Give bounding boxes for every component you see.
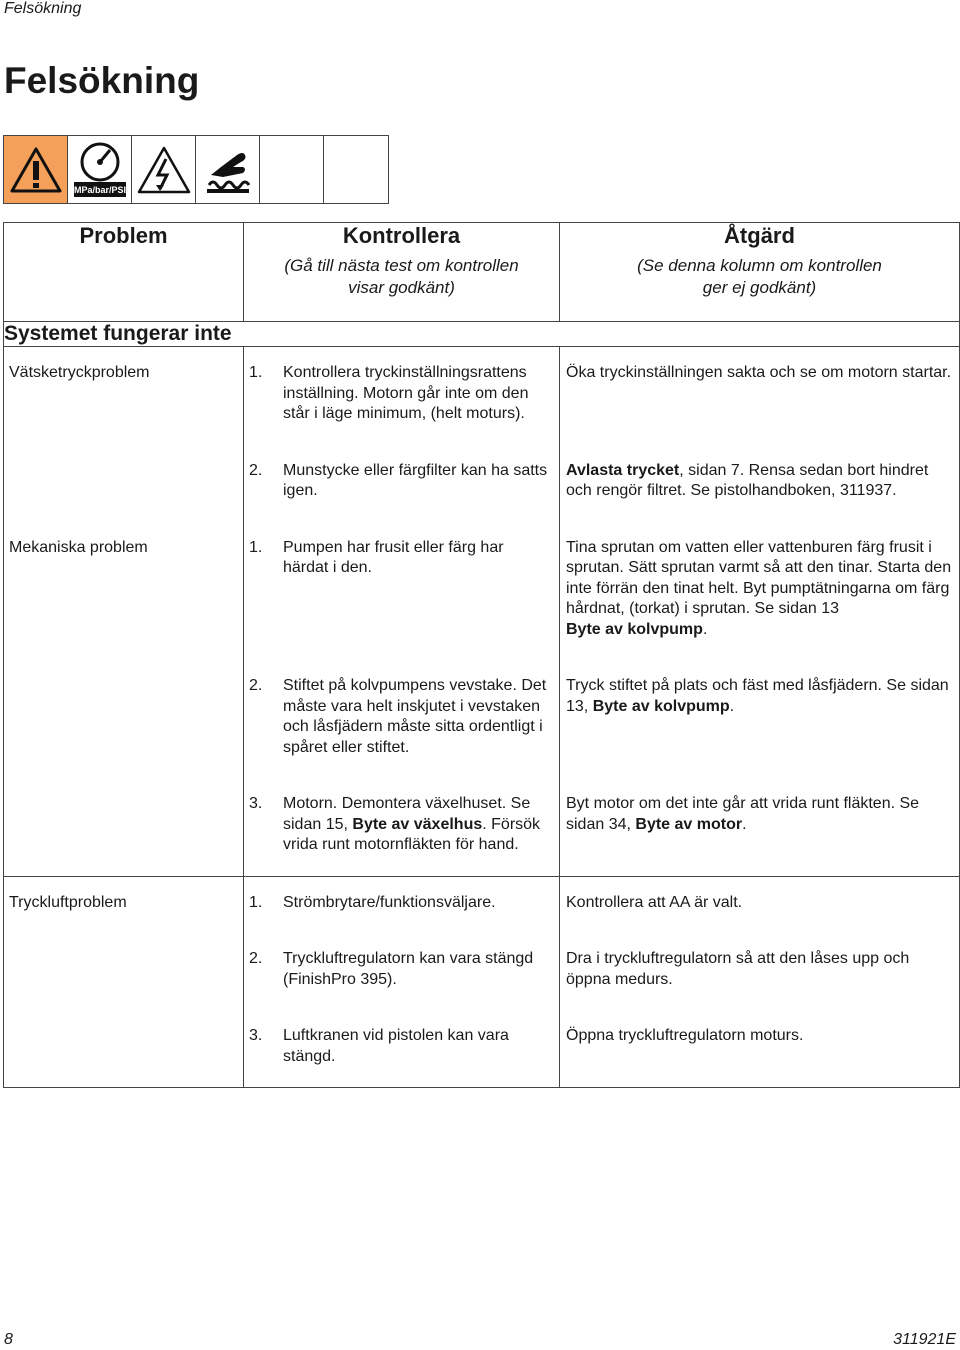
table-row	[4, 876, 960, 933]
problem-cell	[4, 660, 244, 778]
table-row	[4, 347, 960, 445]
check-header: Kontrollera (Gå till nästa test om kontrollen visar godkänt)	[244, 223, 560, 322]
running-header: Felsökning	[4, 0, 82, 17]
check-cell: 1. Kontrollera tryckinställningsrattens inställning. Motorn går inte om den står i läge minimum, (helt moturs).	[244, 347, 560, 445]
hazard-icon-strip	[3, 135, 389, 204]
problem-cell	[4, 445, 244, 522]
action-cell: Tryck stiftet på plats och fäst med låsfjädern. Se sidan 13, Byte av kolvpump.	[560, 660, 960, 778]
blank-icon	[260, 136, 324, 203]
table-row	[4, 1010, 960, 1088]
action-cell: Kontrollera att AA är valt.	[560, 876, 960, 933]
table-row	[4, 445, 960, 522]
pressure-units-label: MPa/bar/PSI	[73, 184, 126, 195]
problem-cell	[4, 778, 244, 876]
hot-surface-icon	[196, 136, 260, 203]
problem-cell: Tryckluftproblem	[4, 876, 244, 933]
section-row	[4, 322, 960, 347]
electric-shock-icon	[132, 136, 196, 203]
problem-cell: Vätsketryckproblem	[4, 347, 244, 445]
action-cell: Öka tryckinställningen sakta och se om motorn startar.	[560, 347, 960, 445]
pressure-gauge-icon	[68, 136, 132, 203]
warning-icon	[4, 136, 68, 203]
blank-icon	[324, 136, 388, 203]
check-cell: 1. Pumpen har frusit eller färg har härdat i den.	[244, 522, 560, 661]
action-cell: Tina sprutan om vatten eller vattenburen färg frusit i sprutan. Sätt sprutan varmt så att den tinar. Starta den inte förrän den tinat helt. Byt pumptätningarna om färg hårdnat, (torkat) i sprutan. Se sidan 13 Byte av kolvpump.	[560, 522, 960, 661]
table-header-row	[4, 223, 960, 322]
action-header: Åtgärd (Se denna kolumn om kontrollen ger ej godkänt)	[560, 223, 960, 322]
table-row	[4, 933, 960, 1010]
problem-cell	[4, 933, 244, 1010]
problem-cell: Mekaniska problem	[4, 522, 244, 661]
problem-cell	[4, 1010, 244, 1088]
action-cell: Öppna tryckluftregulatorn moturs.	[560, 1010, 960, 1088]
check-cell: 2. Tryckluftregulatorn kan vara stängd (FinishPro 395).	[244, 933, 560, 1010]
action-cell: Dra i tryckluftregulatorn så att den låses upp och öppna medurs.	[560, 933, 960, 1010]
page-number: 8	[4, 1331, 13, 1348]
check-cell: 3. Motorn. Demontera växelhuset. Se sidan 15, Byte av växelhus. Försök vrida runt motornfläkten för hand.	[244, 778, 560, 876]
check-cell: 2. Stiftet på kolvpumpens vevstake. Det måste vara helt inskjutet i vevstaken och låsfjädern måste sitta ordentligt i spåret eller stiftet.	[244, 660, 560, 778]
document-number: 311921E	[893, 1331, 956, 1348]
table-row	[4, 778, 960, 876]
table-row	[4, 522, 960, 661]
action-cell: Avlasta trycket, sidan 7. Rensa sedan bort hindret och rengör filtret. Se pistolhandboken, 311937.	[560, 445, 960, 522]
page-title: Felsökning	[4, 60, 200, 101]
section-title: Systemet fungerar inte	[4, 322, 960, 347]
action-cell: Byt motor om det inte går att vrida runt fläkten. Se sidan 34, Byte av motor.	[560, 778, 960, 876]
table-row	[4, 660, 960, 778]
troubleshooting-table	[3, 222, 960, 1088]
check-cell: 1. Strömbrytare/funktionsväljare.	[244, 876, 560, 933]
problem-header: Problem	[4, 223, 244, 322]
check-cell: 2. Munstycke eller färgfilter kan ha satts igen.	[244, 445, 560, 522]
check-cell: 3. Luftkranen vid pistolen kan vara stängd.	[244, 1010, 560, 1088]
